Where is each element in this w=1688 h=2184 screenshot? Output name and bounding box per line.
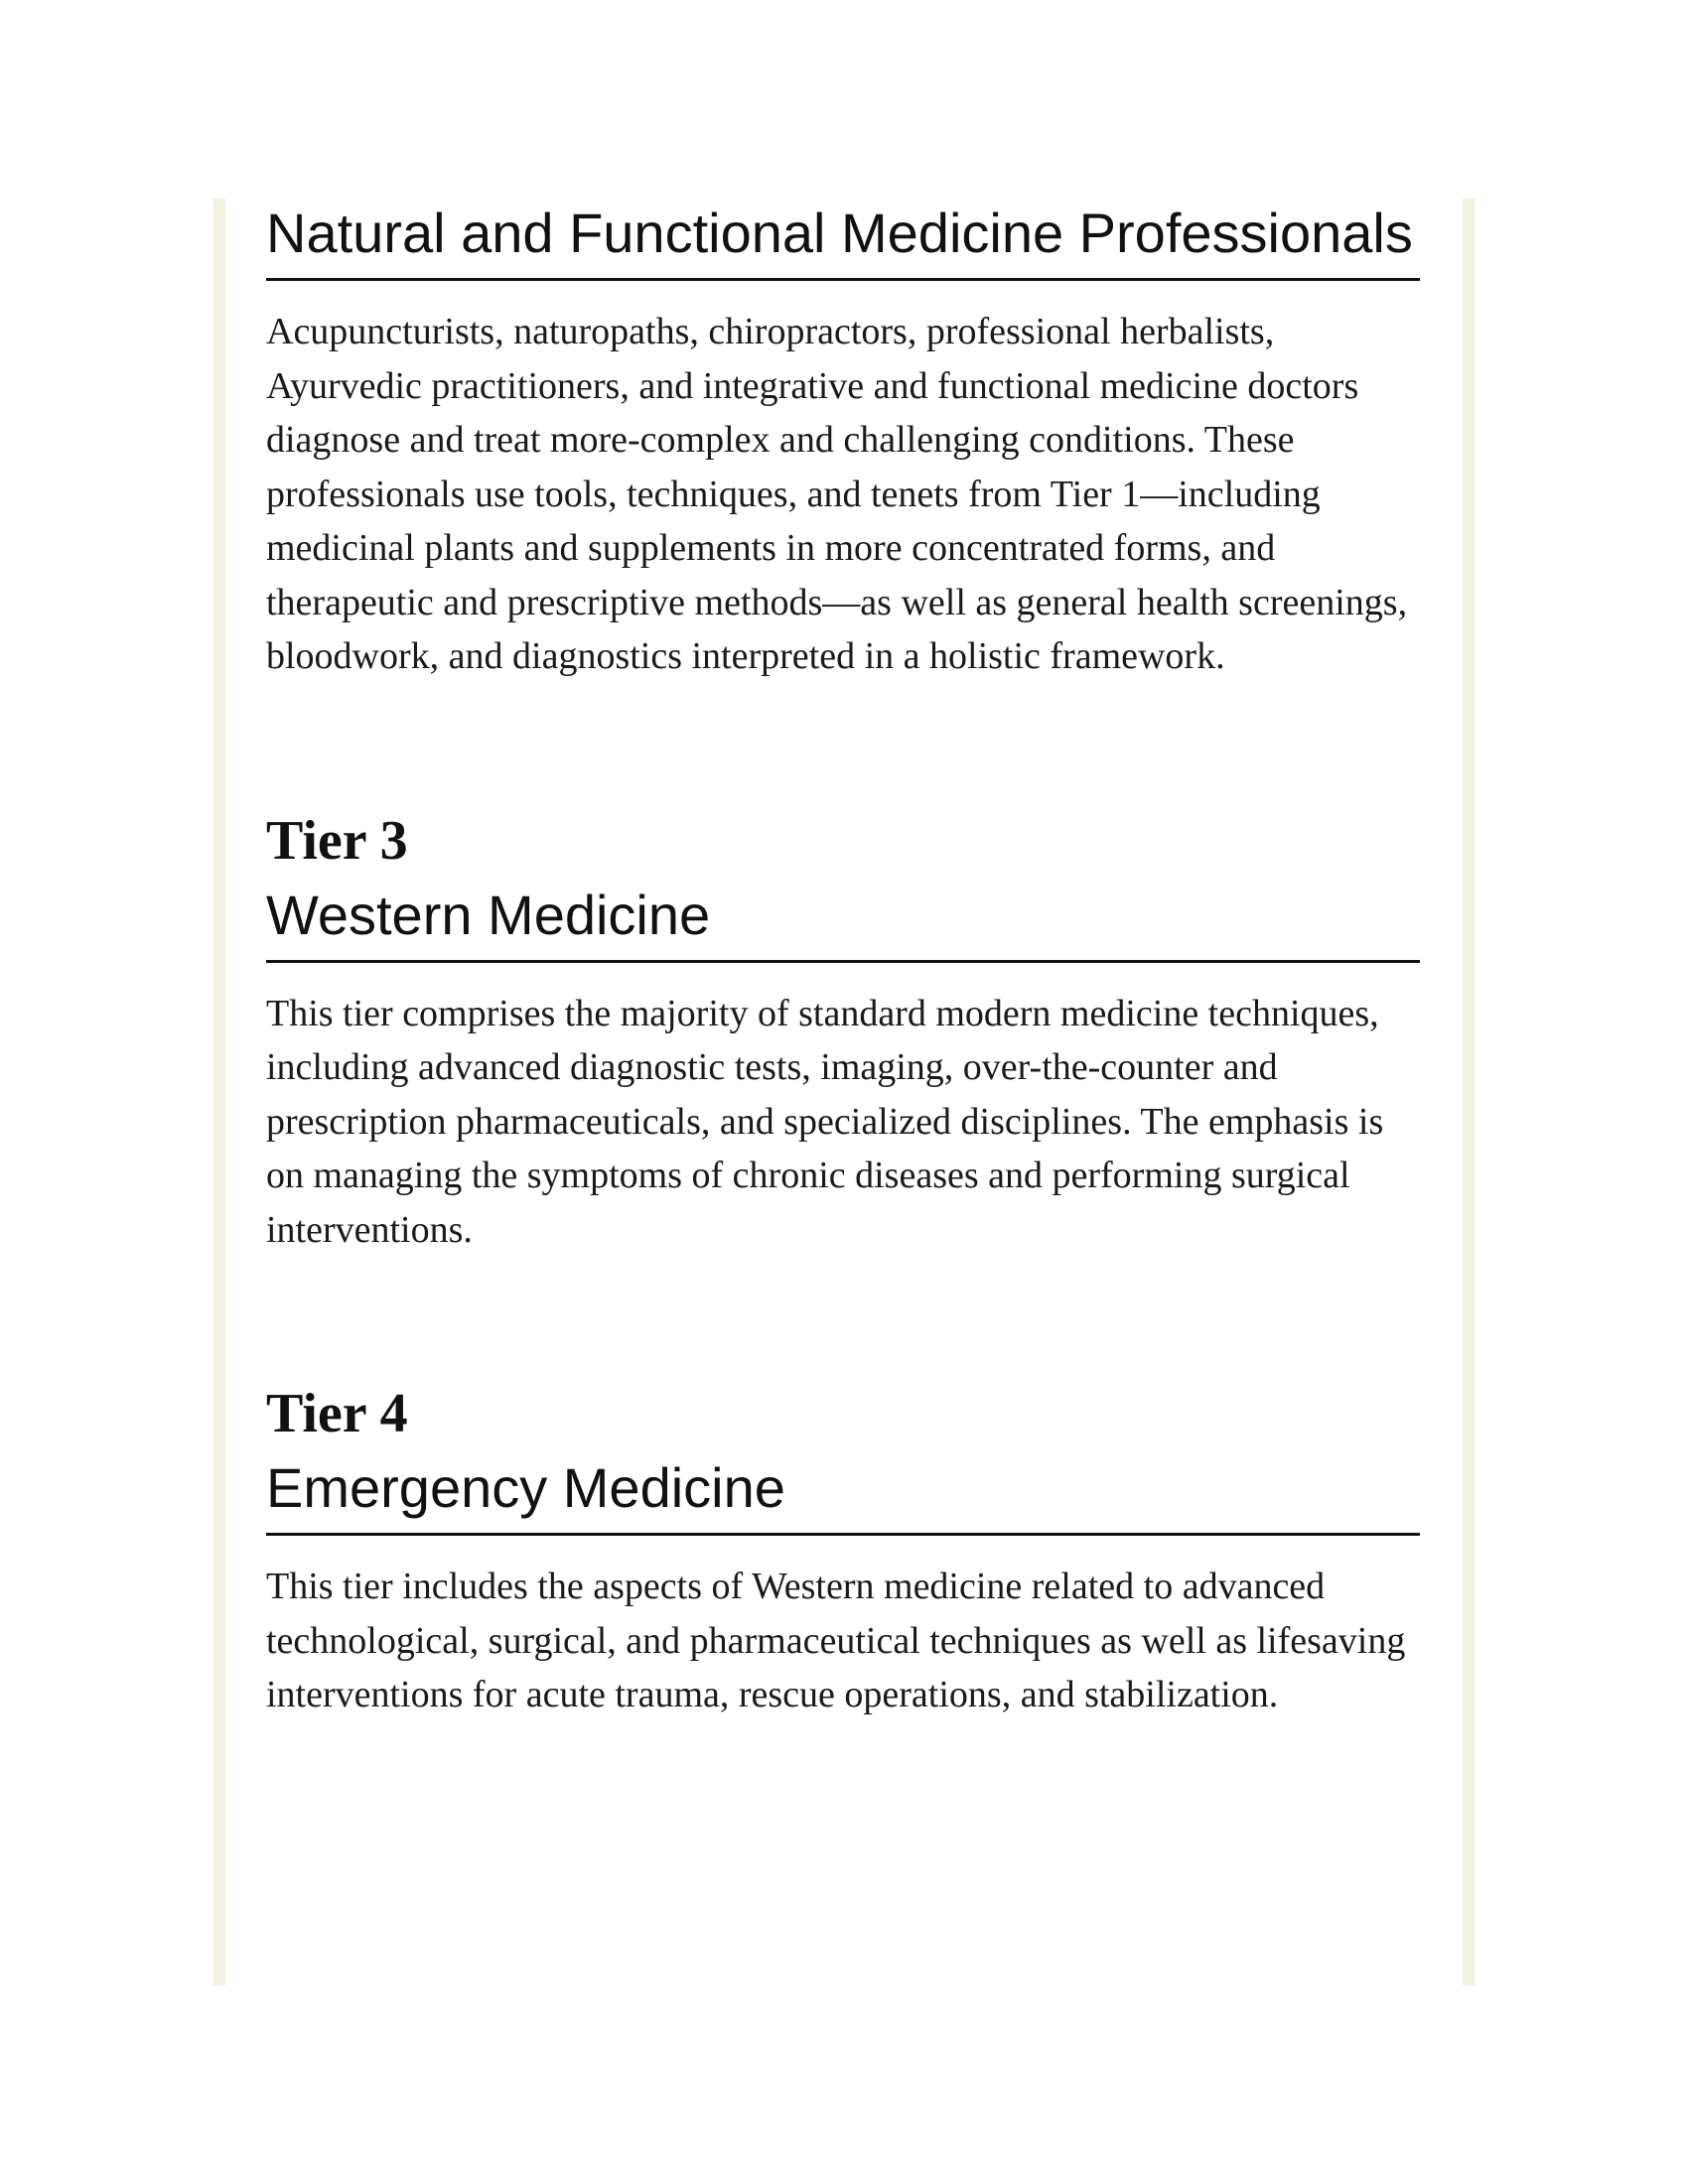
right-frame-bar bbox=[1463, 199, 1475, 1985]
section-body: This tier includes the aspects of Western medicine related to advanced technological, surgical, and pharmaceutical techniques as well as lifesaving interventions for acute trauma, rescue operations, and stabilization. bbox=[266, 1566, 1406, 1715]
heading-underline bbox=[266, 1533, 1420, 1536]
section-natural-functional-medicine bbox=[266, 199, 1420, 684]
left-frame-bar bbox=[213, 199, 225, 1985]
tier-label: Tier 3 bbox=[266, 809, 408, 872]
section-body: This tier comprises the majority of standard modern medicine techniques, including advanced diagnostic tests, imaging, over-the-counter and prescription pharmaceuticals, and specialized disciplines. The emphasis is on managing the symptoms of chronic diseases and performing surgical interventions. bbox=[266, 992, 1384, 1251]
heading-underline bbox=[266, 278, 1420, 281]
section-heading: Natural and Functional Medicine Professionals bbox=[266, 202, 1413, 264]
section-western-medicine bbox=[266, 809, 1420, 1258]
section-body: Acupuncturists, naturopaths, chiropractors, professional herbalists, Ayurvedic practitioners, and integrative and functional medicine doctors diagnose and treat more-complex and challenging conditions. These professionals use tools, techniques, and tenets from Tier 1—including medicinal plants and supplements in more concentrated forms, and therapeutic and prescriptive methods—as well as general health screenings, bloodwork, and diagnostics interpreted in a holistic framework. bbox=[266, 311, 1408, 677]
section-heading: Emergency Medicine bbox=[266, 1456, 785, 1519]
section-emergency-medicine bbox=[266, 1382, 1420, 1722]
tier-label: Tier 4 bbox=[266, 1383, 408, 1444]
section-heading: Western Medicine bbox=[266, 883, 711, 946]
heading-underline bbox=[266, 960, 1420, 963]
document-content bbox=[266, 199, 1420, 1722]
